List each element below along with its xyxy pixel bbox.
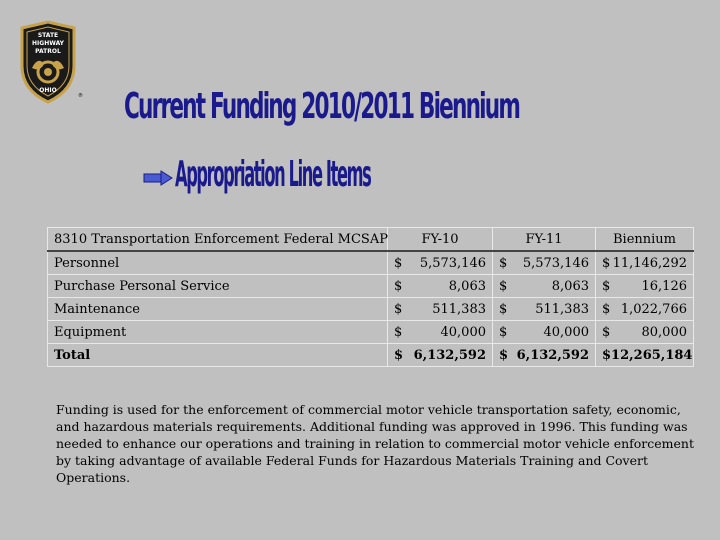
currency-symbol: $: [499, 347, 509, 363]
logo-text-highway: HIGHWAY: [32, 40, 64, 47]
fy10-cell: [388, 298, 493, 321]
table-row: [48, 298, 694, 321]
currency-symbol: $: [394, 278, 403, 294]
row-label: Equipment: [48, 321, 388, 344]
header-fy10: FY-10: [388, 228, 493, 252]
funding-table: [47, 227, 694, 367]
biennium-value: 1,022,766: [620, 301, 687, 317]
table-row: [48, 321, 694, 344]
logo-text-ohio: OHIO: [39, 87, 57, 94]
fy11-value: 5,573,146: [522, 255, 589, 271]
currency-symbol: $: [602, 278, 611, 294]
biennium-value: 11,146,292: [612, 255, 687, 271]
currency-symbol: $: [499, 324, 508, 340]
page-title: Current Funding 2010/2011 Biennium: [124, 86, 520, 127]
fy11-value: 6,132,592: [516, 347, 589, 363]
row-label: Maintenance: [48, 298, 388, 321]
table-row: [48, 251, 694, 275]
fy10-value: 511,383: [432, 301, 486, 317]
logo-text-patrol: PATROL: [35, 48, 61, 55]
biennium-cell: [596, 275, 694, 298]
fy10-cell: [388, 275, 493, 298]
fy10-value: 6,132,592: [413, 347, 486, 363]
header-biennium: Biennium: [596, 228, 694, 252]
fy11-cell: [493, 321, 596, 344]
fy11-cell: [493, 298, 596, 321]
currency-symbol: $: [602, 347, 612, 363]
fy11-cell: [493, 251, 596, 275]
currency-symbol: $: [602, 301, 611, 317]
currency-symbol: $: [499, 255, 508, 271]
arrow-right-icon: [143, 170, 173, 186]
currency-symbol: $: [394, 324, 403, 340]
fy10-value: 5,573,146: [419, 255, 486, 271]
fy10-cell: [388, 251, 493, 275]
funding-description: Funding is used for the enforcement of commercial motor vehicle transportation safety, economic, and hazardous materials requirements. Additional funding was approved in 1996. This funding was needed to enhance our operations and training in relation to commercial motor vehicle enforcement by taking advantage of available Federal Funds for Hazardous Materials Training and Covert Operations.: [56, 402, 694, 485]
currency-symbol: $: [499, 278, 508, 294]
table-total-row: [48, 344, 694, 367]
table-row: [48, 275, 694, 298]
logo-text-state: STATE: [37, 32, 59, 39]
currency-symbol: $: [499, 301, 508, 317]
biennium-cell: [596, 321, 694, 344]
table-header-row: [48, 228, 694, 252]
row-label: Total: [48, 344, 388, 367]
biennium-value: 16,126: [641, 278, 687, 294]
fy11-value: 40,000: [543, 324, 589, 340]
state-highway-patrol-logo: [18, 20, 78, 104]
currency-symbol: $: [394, 301, 403, 317]
page-subtitle: Appropriation Line Items: [175, 154, 371, 195]
currency-symbol: $: [602, 255, 611, 271]
biennium-value: 80,000: [641, 324, 687, 340]
fy10-value: 40,000: [440, 324, 486, 340]
header-line-item: 8310 Transportation Enforcement Federal MCSAP: [48, 228, 388, 252]
currency-symbol: $: [394, 347, 404, 363]
biennium-cell: [596, 298, 694, 321]
biennium-cell: [596, 344, 694, 367]
fy11-cell: [493, 344, 596, 367]
currency-symbol: $: [394, 255, 403, 271]
row-label: Purchase Personal Service: [48, 275, 388, 298]
fy11-value: 511,383: [535, 301, 589, 317]
currency-symbol: $: [602, 324, 611, 340]
header-fy11: FY-11: [493, 228, 596, 252]
fy10-cell: [388, 321, 493, 344]
biennium-value: 12,265,184: [611, 347, 693, 363]
biennium-cell: [596, 251, 694, 275]
registered-mark: ®: [78, 93, 83, 99]
fy11-value: 8,063: [551, 278, 589, 294]
fy11-cell: [493, 275, 596, 298]
row-label: Personnel: [48, 251, 388, 275]
fy10-value: 8,063: [448, 278, 486, 294]
fy10-cell: [388, 344, 493, 367]
